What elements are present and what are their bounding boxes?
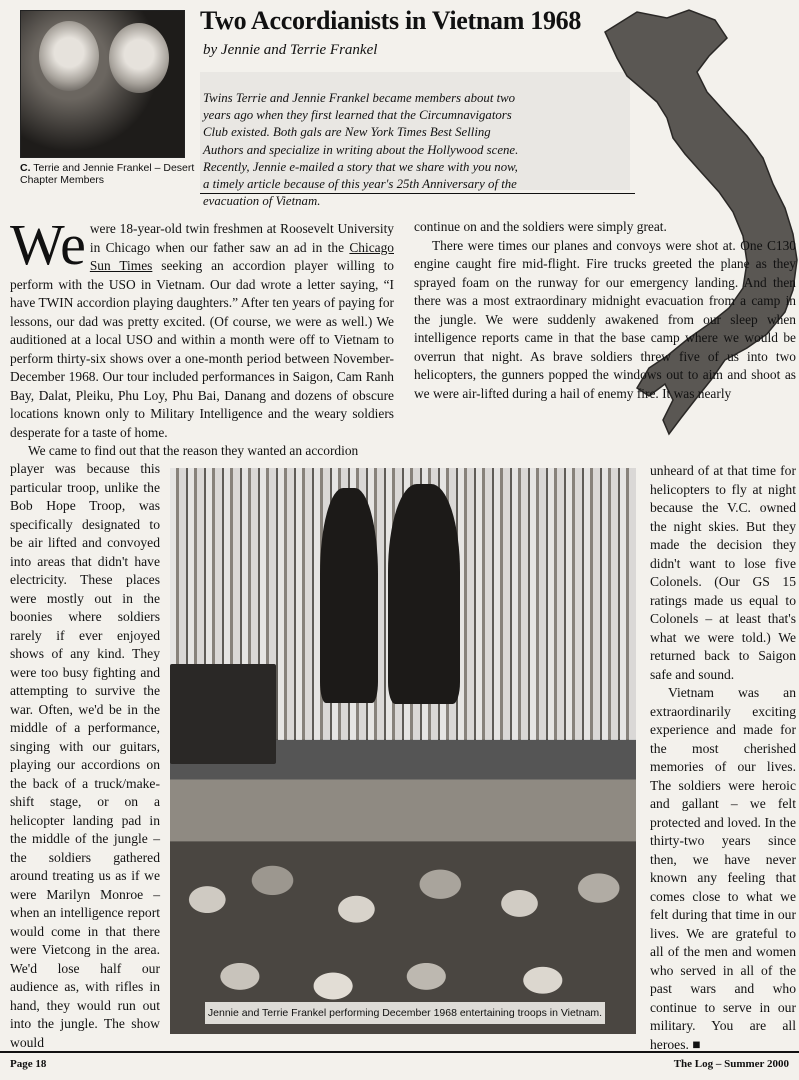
paragraph-1-end: seeking an accordion player willing to perform with the USO in Vietnam. Our dad wrote a letter saying, “I have TWIN accordion playing daughters.” After ten years of paying for lessons, our dad was pretty excited. (Of course, we were as well.) We auditioned at a local USO and within a month were off to Vietnam to perform thirty-six shows over a one-month period between November-December 1968. Our tour included performances in Saigon, Cam Ranh Bay, Dalat, Pleiku, Phu Loy, Phu Bai, Danang and dozens of obscure locations known only to Military Intelligence and the weary soldiers desperate for a taste of home. [10, 258, 394, 440]
caption-mark: C. [20, 162, 31, 174]
article-title: Two Accordianists in Vietnam 1968 [200, 6, 582, 35]
paragraph-1 [10, 212, 394, 442]
article-column-right-narrow [650, 462, 796, 1054]
header-divider [200, 193, 635, 194]
amplifier [170, 664, 276, 764]
photo-caption: Jennie and Terrie Frankel performing December 1968 entertaining troops in Vietnam. [205, 1002, 605, 1024]
paragraph-2-narrow: player was because this particular troop, unlike the Bob Hope Troop, was specifically designated to be air lifted and convoyed into areas that didn't have electricity. These places were mostly out in the boonies where soldiers rarely if ever enjoyed shows of any kind. They were too busy fighting and attempting to survive the war. Often, we'd be in the middle of a performance, singing with our guitars, playing our accordions on the back of a truck/make-shift stage, or on a helicopter landing pad in the middle of the jungle – the soldiers gathered around treating us as if we were Marilyn Monroe – when an intelligence report would come in that there were Vietcong in the area. We'd lose half our audience as, with rifles in hand, they would run out into the jungle. The show would [10, 461, 160, 1050]
performance-photo [170, 468, 636, 1034]
paragraph-3-narrow: unheard of at that time for helicopters to fly at night because the V.C. owned the night skies. But they made the decision they didn't want to lose five Colonels. (Our GS 15 ratings made us equal to Colonels – at least that's what we were told.) We returned back to Saigon safe and sound. [650, 463, 796, 682]
newspaper-name: Chicago Sun Times [89, 239, 394, 273]
portrait-caption [20, 162, 195, 186]
portrait-caption-text: Terrie and Jennie Frankel – Desert Chapter Members [20, 162, 195, 186]
paragraph-4 [650, 684, 796, 1054]
paragraph-3: There were times our planes and convoys were shot at. One C130 engine caught fire mid-flight. Fire trucks greeted the plane as they sprayed foam on the runway for our emergency landing. And then there was a most extraordinary midnight evacuation from a camp in the jungle. We were suddenly awakened from our sleep when intelligence reports came in that the base camp where we would be overrun that night. As brave soldiers threw five of us into two helicopters, the gunners popped the windows out to aim and shoot as we were air-lifted during a hail of enemy fire. It was nearly [414, 237, 796, 401]
performer-right [388, 484, 460, 704]
article-column-right-top [414, 218, 796, 403]
drop-cap: We [10, 212, 86, 277]
end-mark: ■ [692, 1036, 701, 1052]
performer-left [320, 488, 378, 703]
article-intro: Twins Terrie and Jennie Frankel became members about two years ago when they first learned that the Circumnavigators Club existed. Both gals are New York Times Best Selling Authors and specialize in writing about the Hollywood scene. Recently, Jennie e-mailed a story that we share with you now, a timely article because of this year's 25th Anniversary of the evacuation of Vietnam. [203, 91, 519, 209]
publication-name: The Log – Summer 2000 [673, 1058, 789, 1070]
paragraph-2-continued: continue on and the soldiers were simply great. [414, 219, 667, 234]
portrait-face-left [39, 21, 99, 91]
paragraph-2-start: We came to find out that the reason they wanted an accordion [28, 443, 359, 458]
article-column-left-top [10, 212, 394, 461]
portrait-photo [20, 10, 185, 158]
page-number: Page 18 [10, 1058, 47, 1070]
article-byline: by Jennie and Terrie Frankel [203, 42, 378, 58]
paragraph-1-start: were 18-year-old twin freshmen at Roosevelt University in Chicago when our father saw an ad in the [89, 221, 394, 255]
portrait-face-right [109, 23, 169, 93]
paragraph-4-text: Vietnam was an extraordinarily exciting experience and made for the most cherished memories of our lives. The soldiers were heroic and gallant – we felt protected and loved. In the thirty-two years since then, we have never known any feeling that comes close to what we felt during that time in our lives. We are grateful to all of the men and women who served in all of the past wars and who continue to serve in our military. You are all heroes. [650, 685, 796, 1052]
article-column-left-narrow [10, 460, 160, 1052]
footer-divider [0, 1051, 799, 1053]
